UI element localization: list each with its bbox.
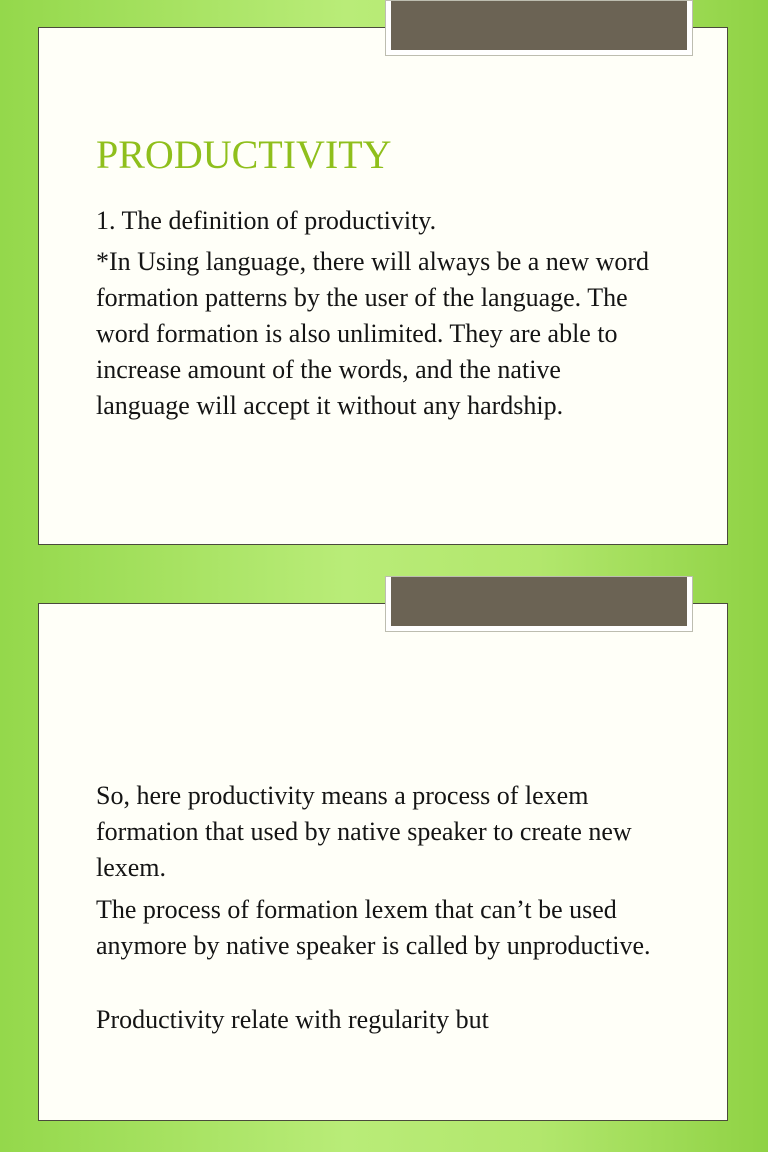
definition-body: *In Using language, there will always be a new word formation patterns by the user of the language. The word formation is also unlimited. They are able to increase amount of the words, and the native language will accept it without any hardship. — [96, 247, 650, 420]
slide-2 — [0, 576, 768, 1152]
header-block-fill — [391, 577, 687, 626]
slide-title: PRODUCTIVITY — [96, 132, 392, 177]
definition-heading: 1. The definition of productivity. — [96, 206, 437, 235]
productivity-meaning-paragraph: So, here productivity means a process of lexem formation that used by native speaker to create new lexem. — [96, 781, 632, 882]
unproductive-paragraph: The process of formation lexem that can’t be used anymore by native speaker is called by unproductive. — [96, 895, 651, 960]
regularity-paragraph: Productivity relate with regularity but — [96, 1005, 489, 1034]
header-block — [385, 576, 693, 632]
header-block-overlay-fill — [391, 1, 687, 50]
header-block-overlay — [385, 0, 693, 56]
